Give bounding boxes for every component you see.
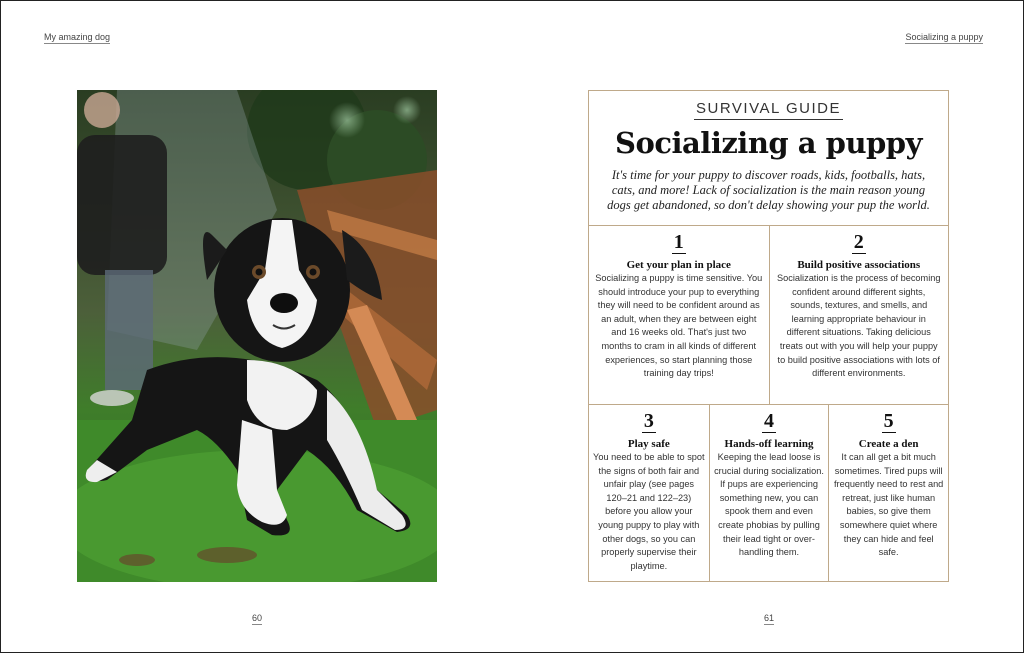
- step-title: Play safe: [627, 438, 670, 450]
- step-number: 3: [643, 410, 654, 432]
- page-number-left: 60: [252, 613, 263, 623]
- step-title: Get your plan in place: [626, 259, 731, 271]
- step-title: Create a den: [858, 438, 919, 450]
- guide-row-top: [589, 225, 948, 405]
- guide-step: [828, 404, 948, 581]
- step-title: Hands-off learning: [724, 438, 814, 450]
- guide-intro-text: It's time for your puppy to discover roads, kids, footballs, hats, cats, and more! Lack of socialization is the main reason young dogs get abandoned, so don't delay showing your pup the world.: [607, 168, 930, 212]
- page-number-right: 61: [764, 613, 775, 623]
- guide-intro: [589, 91, 948, 226]
- step-title: Build positive associations: [797, 259, 921, 271]
- guide-step: [709, 404, 829, 581]
- running-head-right: Socializing a puppy: [905, 32, 983, 42]
- step-number: 1: [673, 231, 684, 253]
- guide-step: [589, 404, 709, 581]
- step-body: It can all get a bit much sometimes. Tired pups will frequently need to rest and retreat, just like human babies, so give them somewhere quiet where they can hide and feel safe.: [833, 452, 944, 558]
- step-number: 4: [763, 410, 774, 432]
- guide-step: [589, 225, 769, 404]
- step-body: Socializing a puppy is time sensitive. You should introduce your pup to everything they will need to be confident around as an adult, when they are between eight and 16 weeks old. That's just two months to cram in all kinds of different experiences, so start planning those training day trips!: [595, 273, 763, 379]
- puppy-photo: [77, 90, 437, 582]
- survival-guide-box: [588, 90, 949, 582]
- guide-title: Socializing a puppy: [615, 126, 922, 160]
- guide-step: [769, 225, 949, 404]
- step-body: Socialization is the process of becoming confident around different sights, sounds, textures, and smells, and learning appropriate behaviour in different situations. Taking delicious treats out with you will help your puppy to build positive associations with lots of different environments.: [777, 273, 941, 379]
- step-number: 2: [853, 231, 864, 253]
- step-number: 5: [883, 410, 894, 432]
- puppy-illustration: [77, 90, 437, 582]
- step-body: You need to be able to spot the signs of both fair and unfair play (see pages 120–21 and 122–23) before you allow your young puppy to play with other dogs, so you can properly supervise their playtime.: [593, 452, 705, 571]
- running-head-left: My amazing dog: [44, 32, 111, 42]
- guide-row-bottom: [589, 404, 948, 581]
- guide-kicker: SURVIVAL GUIDE: [694, 100, 843, 120]
- step-body: Keeping the lead loose is crucial during socialization. If pups are experiencing something new, you can spook them and even create phobias by pulling their lead tight or over-handling them.: [714, 452, 824, 558]
